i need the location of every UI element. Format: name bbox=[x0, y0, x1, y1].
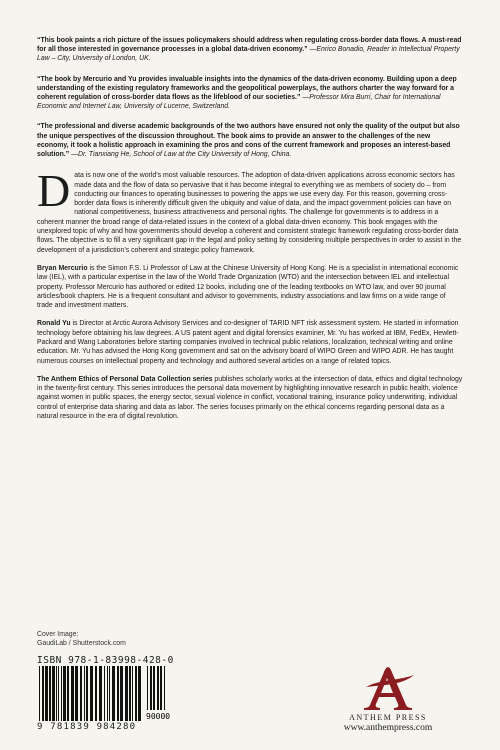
publisher-block bbox=[313, 665, 463, 733]
endorsement-quote-1 bbox=[37, 36, 463, 64]
endorsement-quote-2 bbox=[37, 75, 463, 112]
author-name: Bryan Mercurio bbox=[37, 264, 88, 272]
cover-credit-label: Cover Image: bbox=[37, 631, 79, 638]
quote-attribution: —Dr. Tianxiang He, School of Law at the City University of Hong, China. bbox=[69, 151, 292, 159]
barcode-digits: 9 781839 984280 bbox=[37, 722, 137, 732]
quote-text: “This book paints a rich picture of the issues policymakers should address when regulating cross-border data flows. A must-read for all those interested in governance processes in a global data-driven economy.” bbox=[37, 37, 462, 54]
anthem-a-logo-icon bbox=[358, 665, 418, 711]
series-text: publishes scholarly works at the intersection of data, ethics and digital technology in the twenty-first century. This series introduces the personal data movement by highlighting innovative research in public health, violence against women in public spaces, the energy sector, sexual violence in conflict, vocational training, insurance policy underwriting, individual control of enterprise data sharing and data as labor. The series focuses primarily on the ethical concerns regarding personal data as a natural resource in the era of digital revolution. bbox=[37, 375, 463, 421]
drop-cap: D bbox=[37, 165, 71, 217]
quote-text: “The professional and diverse academic backgrounds of the two authors have ensured not only the quality of the output but also the unique perspectives of the discussion throughout. The book aims to provide an answer to the challenges of the new economy, it took a holistic approach in examining the pros and cons of the current framework and proposes an interest-based solution.” bbox=[37, 123, 460, 159]
cover-image-credit bbox=[37, 630, 126, 649]
ean-barcode-icon bbox=[37, 666, 145, 721]
price-addon-barcode-icon bbox=[145, 666, 183, 721]
author-bio-mercurio bbox=[37, 264, 463, 310]
cover-credit-source: GaudiLab / Shutterstock.com bbox=[37, 640, 126, 648]
price-code: 90000 bbox=[146, 712, 171, 721]
publisher-name: ANTHEM PRESS bbox=[349, 713, 427, 722]
series-description bbox=[37, 375, 463, 421]
publisher-url[interactable]: www.anthempress.com bbox=[343, 723, 433, 733]
isbn-number: ISBN 978-1-83998-428-0 bbox=[37, 655, 174, 666]
series-name: The Anthem Ethics of Personal Data Collection series bbox=[37, 375, 213, 383]
quote-text: “The book by Mercurio and Yu provides invaluable insights into the dynamics of the data-driven economy. Building upon a deep understanding of the existing regulatory frameworks and the geopolitical powerplays, the authors charter the way forward for a coherent regulation of cross-border data flows as the lifeblood of our societies.” bbox=[37, 75, 457, 102]
author-bio-text: is the Simon F.S. Li Professor of Law at the Chinese University of Hong Kong. He is a specialist in international economic law (IEL), with a particular expertise in the law of the World Trade Organization (WTO) and the intersection between IEL and intellectual property. Professor Mercurio has authored or edited 12 books, including one of the leading textbooks on WTO law, and over 90 journal articles/book chapters. He is a frequent consultant and advisor to governments, industry associations and law firms on a wide range of trade and investment matters. bbox=[37, 264, 459, 310]
book-description bbox=[37, 165, 463, 255]
author-bio-text: is Director at Arctic Aurora Advisory Services and co-designer of TARID NFT risk assessment system. He started in information technology before obtaining his law degrees. A US patent agent and digital forensics examiner, Mr. Yu has worked at IBM, FedEx, Hewlett-Packard and Wang Laboratories before starting companies involved in technical public relations, localization, technical writing and online education. Mr. Yu has advised the Hong Kong government and sat on the advisory board of WIPO Green and WIPO ADR. He has taught numerous courses on intellectual property and technology and authored several articles on a range of related topics. bbox=[37, 320, 459, 365]
isbn-barcode bbox=[37, 655, 197, 733]
author-bio-yu bbox=[37, 319, 463, 365]
quote-attribution: —Professor Mira Burri, Chair for International Economic and Internet Law, University of Lucerne, Switzerland. bbox=[37, 94, 441, 111]
description-text: ata is now one of the world’s most valuable resources. The adoption of data-driven applications across economic sectors has made data and the flow of data so pervasive that it has become integral to everything we as members of society do – from conducting our finances to operating businesses to powering the apps we use every day. For this reason, governing cross-border data flows is inherently difficult given the ubiquity and value of data, and the impact government policies can have on national competitiveness, business attractiveness and personal rights. The challenge for governments is to address in a coherent manner the broad range of data-related issues in the context of a global data-driven economy. This book engages with the unexplored topic of why and how governments should develop a coherent and consistent strategic framework regulating cross-border data flows. The objective is to fill a very significant gap in the legal and policy setting by considering multiple perspectives in order to assist in the development of a jurisdiction’s coherent and strategic policy framework. bbox=[37, 172, 462, 254]
quote-attribution: —Enrico Bonadio, Reader in Intellectual Property Law – City, University of London, UK. bbox=[37, 46, 460, 63]
endorsement-quote-3 bbox=[37, 122, 463, 159]
author-name: Ronald Yu bbox=[37, 320, 71, 328]
